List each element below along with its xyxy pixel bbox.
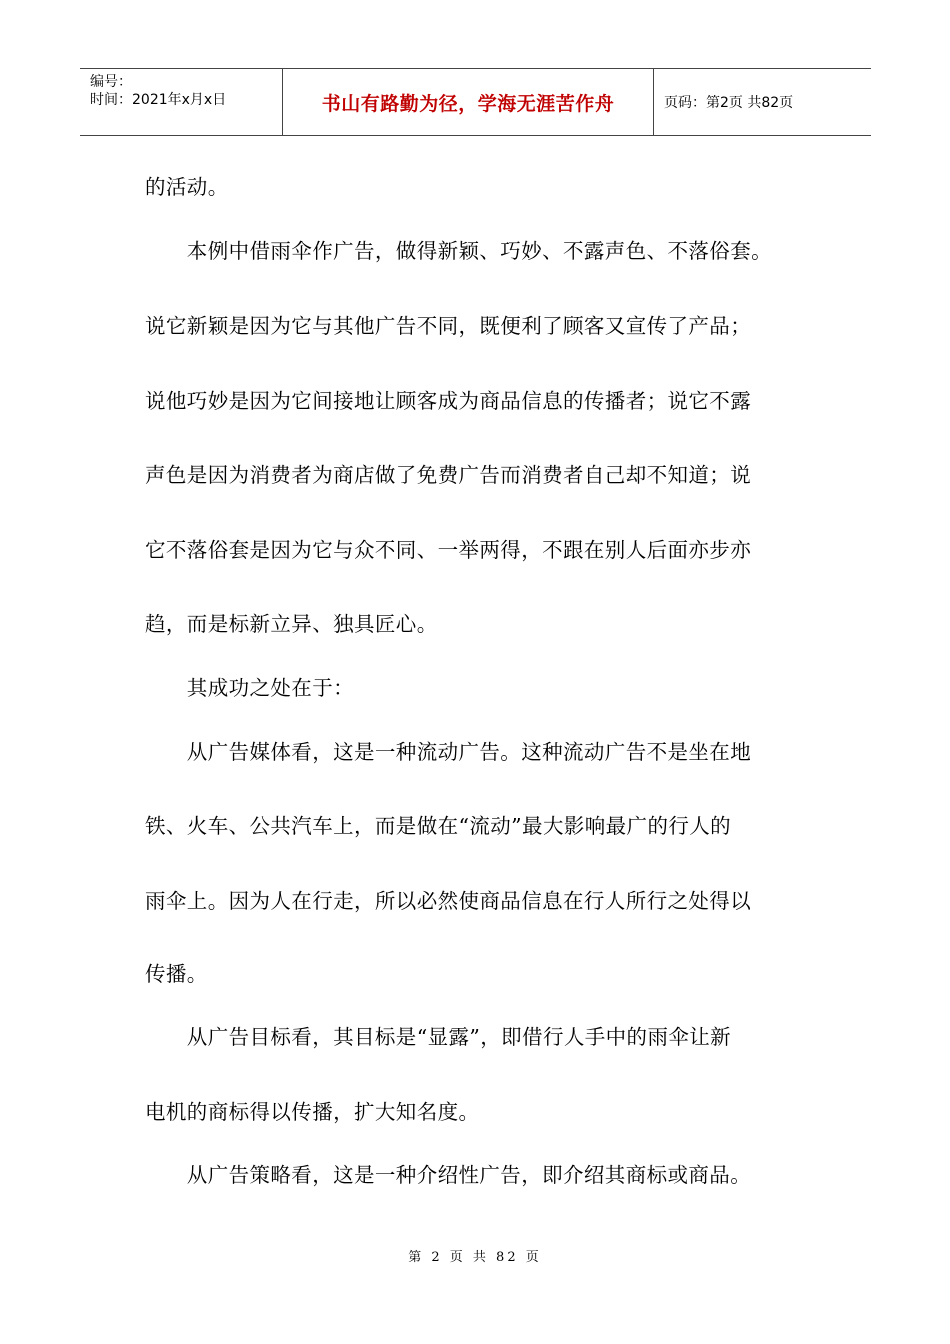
date-label: 时间：2021年x月x日	[90, 92, 227, 108]
text-line: 从广告目标看，其目标是“显露”，即借行人手中的雨伞让新	[145, 1025, 732, 1049]
header-page-info: 页码：第2页 共82页	[664, 95, 794, 111]
page-footer: 第 2 页 共 82 页	[408, 1250, 542, 1265]
header-meta	[80, 69, 283, 135]
text-line: 说他巧妙是因为它间接地让顾客成为商品信息的传播者；说它不露	[145, 389, 752, 413]
text-line: 电机的商标得以传播，扩大知名度。	[145, 1100, 480, 1124]
serial-number-label: 编号：	[90, 74, 132, 90]
text-line: 趋，而是标新立异、独具匠心。	[145, 612, 438, 636]
text-line: 声色是因为消费者为商店做了免费广告而消费者自己却不知道；说	[145, 463, 752, 487]
text-line: 从广告策略看，这是一种介绍性广告，即介绍其商标或商品。	[145, 1163, 752, 1187]
text-line: 本例中借雨伞作广告，做得新颖、巧妙、不露声色、不落俗套。	[145, 239, 772, 263]
text-line: 说它新颖是因为它与其他广告不同，既便利了顾客又宣传了产品；	[145, 314, 752, 338]
page-header	[80, 68, 871, 136]
text-line: 的活动。	[145, 175, 229, 199]
text-line: 它不落俗套是因为它与众不同、一举两得，不跟在别人后面亦步亦	[145, 538, 752, 562]
text-line: 其成功之处在于：	[145, 676, 354, 700]
text-line: 传播。	[145, 962, 208, 986]
text-line: 铁、火车、公共汽车上，而是做在“流动”最大影响最广的行人的	[145, 814, 732, 838]
header-motto: 书山有路勤为径，学海无涯苦作舟	[283, 69, 654, 135]
text-line: 从广告媒体看，这是一种流动广告。这种流动广告不是坐在地	[145, 740, 752, 764]
text-line: 雨伞上。因为人在行走，所以必然使商品信息在行人所行之处得以	[145, 889, 752, 913]
